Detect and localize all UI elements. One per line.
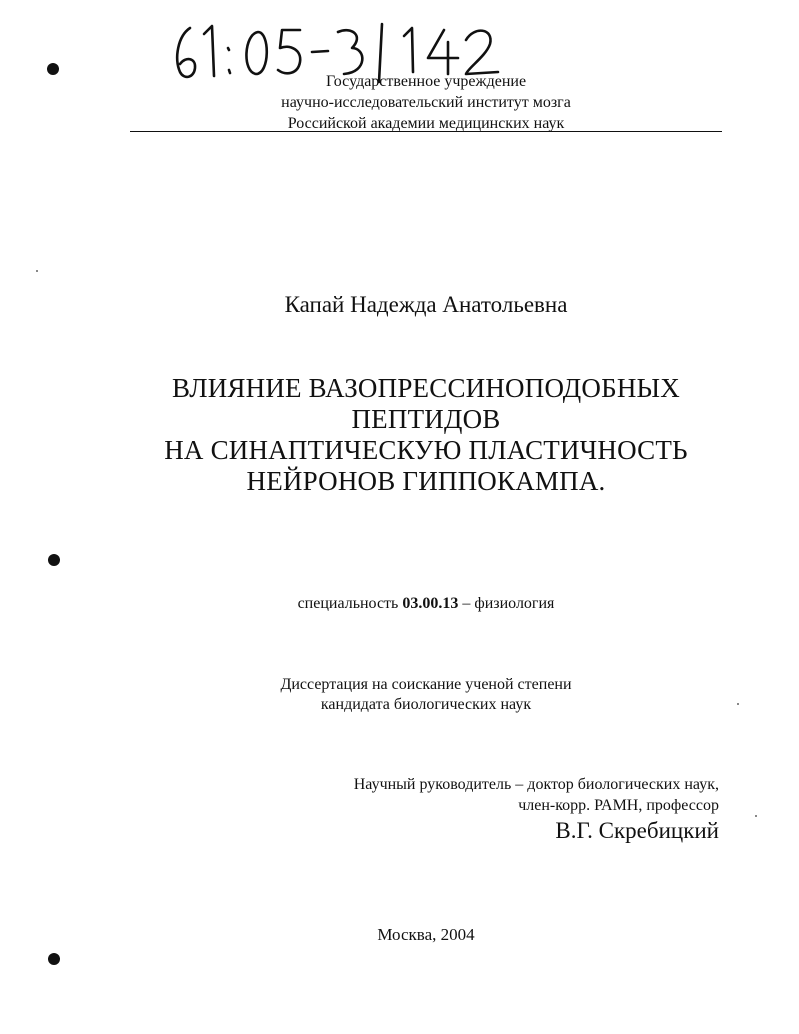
degree-line-1: Диссертация на соискание ученой степени bbox=[280, 676, 572, 693]
supervisor-name: В.Г. Скребицкий bbox=[555, 818, 719, 843]
supervisor-line-2: член-корр. РАМН, профессор bbox=[518, 797, 719, 814]
degree-statement bbox=[130, 675, 722, 715]
scan-speck bbox=[737, 703, 739, 705]
degree-line-2: кандидата биологических наук bbox=[320, 696, 532, 713]
institution-header bbox=[130, 71, 722, 134]
supervisor-line-1: Научный руководитель – доктор биологических наук, bbox=[353, 776, 719, 793]
place-and-year: Москва, 2004 bbox=[377, 925, 475, 944]
scan-speck bbox=[36, 270, 38, 272]
title-line-4: НЕЙРОНОВ ГИППОКАМПА. bbox=[246, 466, 606, 496]
specialty-line bbox=[130, 594, 722, 614]
title-line-1: ВЛИЯНИЕ ВАЗОПРЕССИНОПОДОБНЫХ bbox=[172, 373, 680, 403]
supervisor-block bbox=[239, 774, 719, 846]
author-name: Капай Надежда Анатольевна bbox=[284, 292, 568, 317]
institution-line-2: научно-исследовательский институт мозга bbox=[281, 94, 571, 111]
specialty-code: 03.00.13 bbox=[402, 595, 459, 612]
specialty-prefix: специальность bbox=[297, 595, 399, 612]
specialty-suffix: – физиология bbox=[462, 595, 555, 612]
title-line-2: ПЕПТИДОВ bbox=[351, 404, 501, 434]
scan-speck bbox=[755, 815, 757, 817]
title-line-3: НА СИНАПТИЧЕСКУЮ ПЛАСТИЧНОСТЬ bbox=[164, 435, 688, 465]
institution-line-3: Российской академии медицинских наук bbox=[287, 115, 565, 132]
binder-hole-mark bbox=[47, 63, 59, 75]
binder-hole-mark bbox=[48, 554, 60, 566]
header-divider bbox=[130, 131, 722, 132]
dissertation-title bbox=[100, 373, 752, 497]
binder-hole-mark bbox=[48, 953, 60, 965]
institution-line-1: Государственное учреждение bbox=[325, 73, 527, 90]
